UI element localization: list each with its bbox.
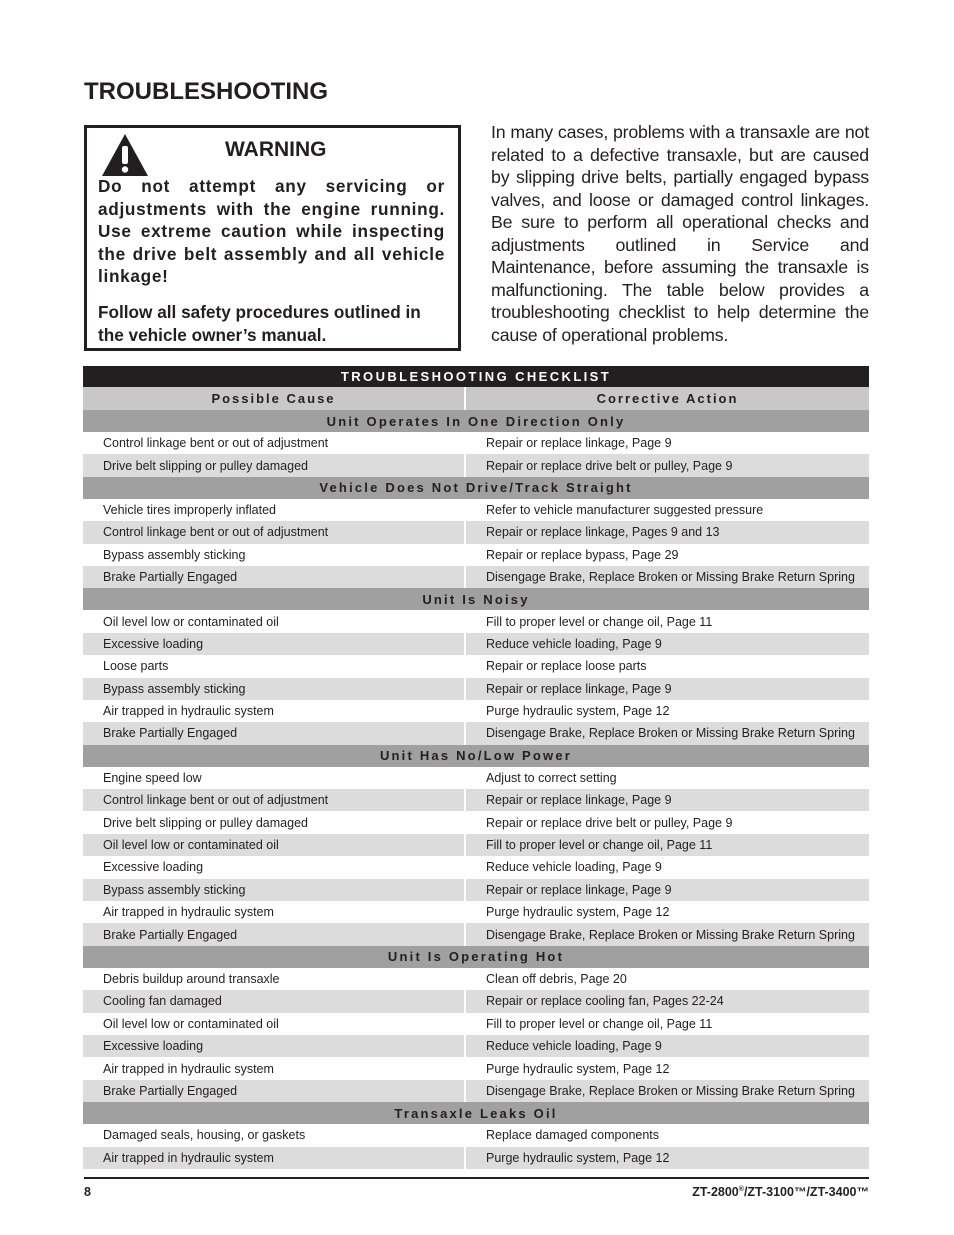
corrective-action-cell: Repair or replace linkage, Page 9: [486, 436, 672, 451]
section-heading: Unit Is Noisy: [83, 588, 869, 610]
table-row: [83, 1124, 869, 1146]
page-title: TROUBLESHOOTING: [84, 78, 328, 105]
possible-cause-cell: Air trapped in hydraulic system: [83, 901, 465, 923]
intro-paragraph: In many cases, problems with a transaxle are not related to a defective transaxle, but are caused by slipping drive belts, partially engaged bypass valves, and loose or damaged control linkages. Be sure to perform all operational checks and adjustments outlined in Service and Maintenance, before assuming the transaxle is malfunctioning. The table below provides a troubleshooting checklist to help determine the cause of operational problems.: [491, 122, 869, 345]
corrective-action-cell: Replace damaged components: [486, 1128, 660, 1143]
table-row: [83, 968, 869, 990]
corrective-action-cell: Purge hydraulic system, Page 12: [465, 1147, 869, 1169]
corrective-action-cell: Repair or replace linkage, Page 9: [465, 879, 869, 901]
possible-cause-cell: Brake Partially Engaged: [83, 566, 465, 588]
corrective-action-cell: Repair or replace drive belt or pulley, Page 9: [486, 815, 733, 830]
table-row: [83, 1013, 869, 1035]
corrective-action-cell: Purge hydraulic system, Page 12: [486, 704, 670, 719]
corrective-action-cell: Repair or replace linkage, Pages 9 and 13: [465, 521, 869, 543]
possible-cause-cell: Drive belt slipping or pulley damaged: [83, 454, 465, 476]
possible-cause-cell: Excessive loading: [83, 633, 465, 655]
possible-cause-cell: Control linkage bent or out of adjustment: [83, 789, 465, 811]
possible-cause-cell: Drive belt slipping or pulley damaged: [83, 811, 465, 833]
corrective-action-cell: Repair or replace linkage, Page 9: [465, 678, 869, 700]
table-row: [83, 1035, 869, 1057]
possible-cause-cell: Vehicle tires improperly inflated: [83, 499, 465, 521]
possible-cause-cell: Bypass assembly sticking: [83, 678, 465, 700]
corrective-action-cell: Repair or replace bypass, Page 29: [486, 547, 679, 562]
checklist-title: TROUBLESHOOTING CHECKLIST: [83, 366, 869, 387]
possible-cause-cell: Air trapped in hydraulic system: [83, 700, 465, 722]
warning-paragraph: Do not attempt any servicing or adjustments with the engine running. Use extreme caution while inspecting the drive belt assembly and all vehicle linkage!: [98, 176, 445, 286]
warning-triangle-icon: [101, 133, 149, 177]
possible-cause-cell: Air trapped in hydraulic system: [83, 1147, 465, 1169]
corrective-action-cell: Disengage Brake, Replace Broken or Missing Brake Return Spring: [465, 722, 869, 744]
table-row: [83, 789, 869, 811]
possible-cause-cell: Control linkage bent or out of adjustment: [83, 521, 465, 543]
possible-cause-cell: Cooling fan damaged: [83, 990, 465, 1012]
table-row: [83, 856, 869, 878]
warning-safety-note: Follow all safety procedures outlined in the vehicle owner’s manual.: [98, 302, 421, 345]
possible-cause-cell: Air trapped in hydraulic system: [83, 1057, 465, 1079]
table-row: [83, 499, 869, 521]
table-row: [83, 454, 869, 476]
corrective-action-cell: Purge hydraulic system, Page 12: [486, 905, 670, 920]
corrective-action-cell: Fill to proper level or change oil, Page 11: [465, 834, 869, 856]
corrective-action-cell: Repair or replace linkage, Page 9: [465, 789, 869, 811]
table-row: [83, 521, 869, 543]
section-heading: Unit Operates In One Direction Only: [83, 410, 869, 432]
possible-cause-cell: Oil level low or contaminated oil: [83, 834, 465, 856]
warning-title: WARNING: [225, 138, 327, 161]
model-name-b: /ZT-3100™/ZT-3400™: [743, 1185, 869, 1199]
corrective-action-cell: Disengage Brake, Replace Broken or Missing Brake Return Spring: [465, 923, 869, 945]
table-row: [83, 1147, 869, 1169]
possible-cause-cell: Engine speed low: [83, 767, 465, 789]
section-heading: Transaxle Leaks Oil: [83, 1102, 869, 1124]
column-header-action: Corrective Action: [465, 387, 869, 410]
possible-cause-cell: Brake Partially Engaged: [83, 1080, 465, 1102]
corrective-action-cell: Disengage Brake, Replace Broken or Missing Brake Return Spring: [465, 566, 869, 588]
corrective-action-cell: Fill to proper level or change oil, Page 11: [486, 614, 713, 629]
model-designation: [692, 1185, 869, 1199]
corrective-action-cell: Refer to vehicle manufacturer suggested pressure: [486, 502, 764, 517]
registered-mark: ®: [738, 1185, 744, 1193]
table-row: [83, 700, 869, 722]
column-header-cause: Possible Cause: [83, 387, 465, 410]
corrective-action-cell: Fill to proper level or change oil, Page 11: [486, 1016, 713, 1031]
table-row: [83, 901, 869, 923]
table-row: [83, 544, 869, 566]
table-row: [83, 811, 869, 833]
table-row: [83, 566, 869, 588]
possible-cause-cell: Damaged seals, housing, or gaskets: [83, 1124, 465, 1146]
checklist-body: [83, 410, 869, 1169]
corrective-action-cell: Purge hydraulic system, Page 12: [486, 1061, 670, 1076]
table-row: [83, 879, 869, 901]
corrective-action-cell: Adjust to correct setting: [486, 770, 617, 785]
possible-cause-cell: Oil level low or contaminated oil: [83, 610, 465, 632]
possible-cause-cell: Brake Partially Engaged: [83, 923, 465, 945]
section-heading: Unit Is Operating Hot: [83, 946, 869, 968]
table-row: [83, 678, 869, 700]
table-row: [83, 610, 869, 632]
table-row: [83, 655, 869, 677]
section-heading: Vehicle Does Not Drive/Track Straight: [83, 477, 869, 499]
possible-cause-cell: Debris buildup around transaxle: [83, 968, 465, 990]
table-row: [83, 432, 869, 454]
table-row: [83, 923, 869, 945]
corrective-action-cell: Repair or replace loose parts: [486, 659, 647, 674]
possible-cause-cell: Loose parts: [83, 655, 465, 677]
corrective-action-cell: Repair or replace cooling fan, Pages 22-24: [465, 990, 869, 1012]
table-row: [83, 722, 869, 744]
table-row: [83, 834, 869, 856]
table-row: [83, 633, 869, 655]
corrective-action-cell: Disengage Brake, Replace Broken or Missing Brake Return Spring: [465, 1080, 869, 1102]
possible-cause-cell: Bypass assembly sticking: [83, 544, 465, 566]
footer-divider: [84, 1177, 869, 1179]
table-row: [83, 1057, 869, 1079]
corrective-action-cell: Repair or replace drive belt or pulley, Page 9: [465, 454, 869, 476]
possible-cause-cell: Excessive loading: [83, 856, 465, 878]
table-row: [83, 767, 869, 789]
possible-cause-cell: Bypass assembly sticking: [83, 879, 465, 901]
possible-cause-cell: Brake Partially Engaged: [83, 722, 465, 744]
table-row: [83, 1080, 869, 1102]
troubleshooting-checklist-table: [83, 366, 869, 1169]
page-number: 8: [84, 1185, 91, 1199]
corrective-action-cell: Reduce vehicle loading, Page 9: [465, 633, 869, 655]
warning-box: [84, 125, 461, 351]
corrective-action-cell: Clean off debris, Page 20: [486, 972, 627, 986]
possible-cause-cell: Oil level low or contaminated oil: [83, 1013, 465, 1035]
corrective-action-cell: Reduce vehicle loading, Page 9: [465, 1035, 869, 1057]
section-heading: Unit Has No/Low Power: [83, 745, 869, 767]
possible-cause-cell: Excessive loading: [83, 1035, 465, 1057]
possible-cause-cell: Control linkage bent or out of adjustment: [83, 432, 465, 454]
model-name-a: ZT-2800: [692, 1185, 739, 1199]
table-row: [83, 990, 869, 1012]
corrective-action-cell: Reduce vehicle loading, Page 9: [486, 860, 662, 875]
